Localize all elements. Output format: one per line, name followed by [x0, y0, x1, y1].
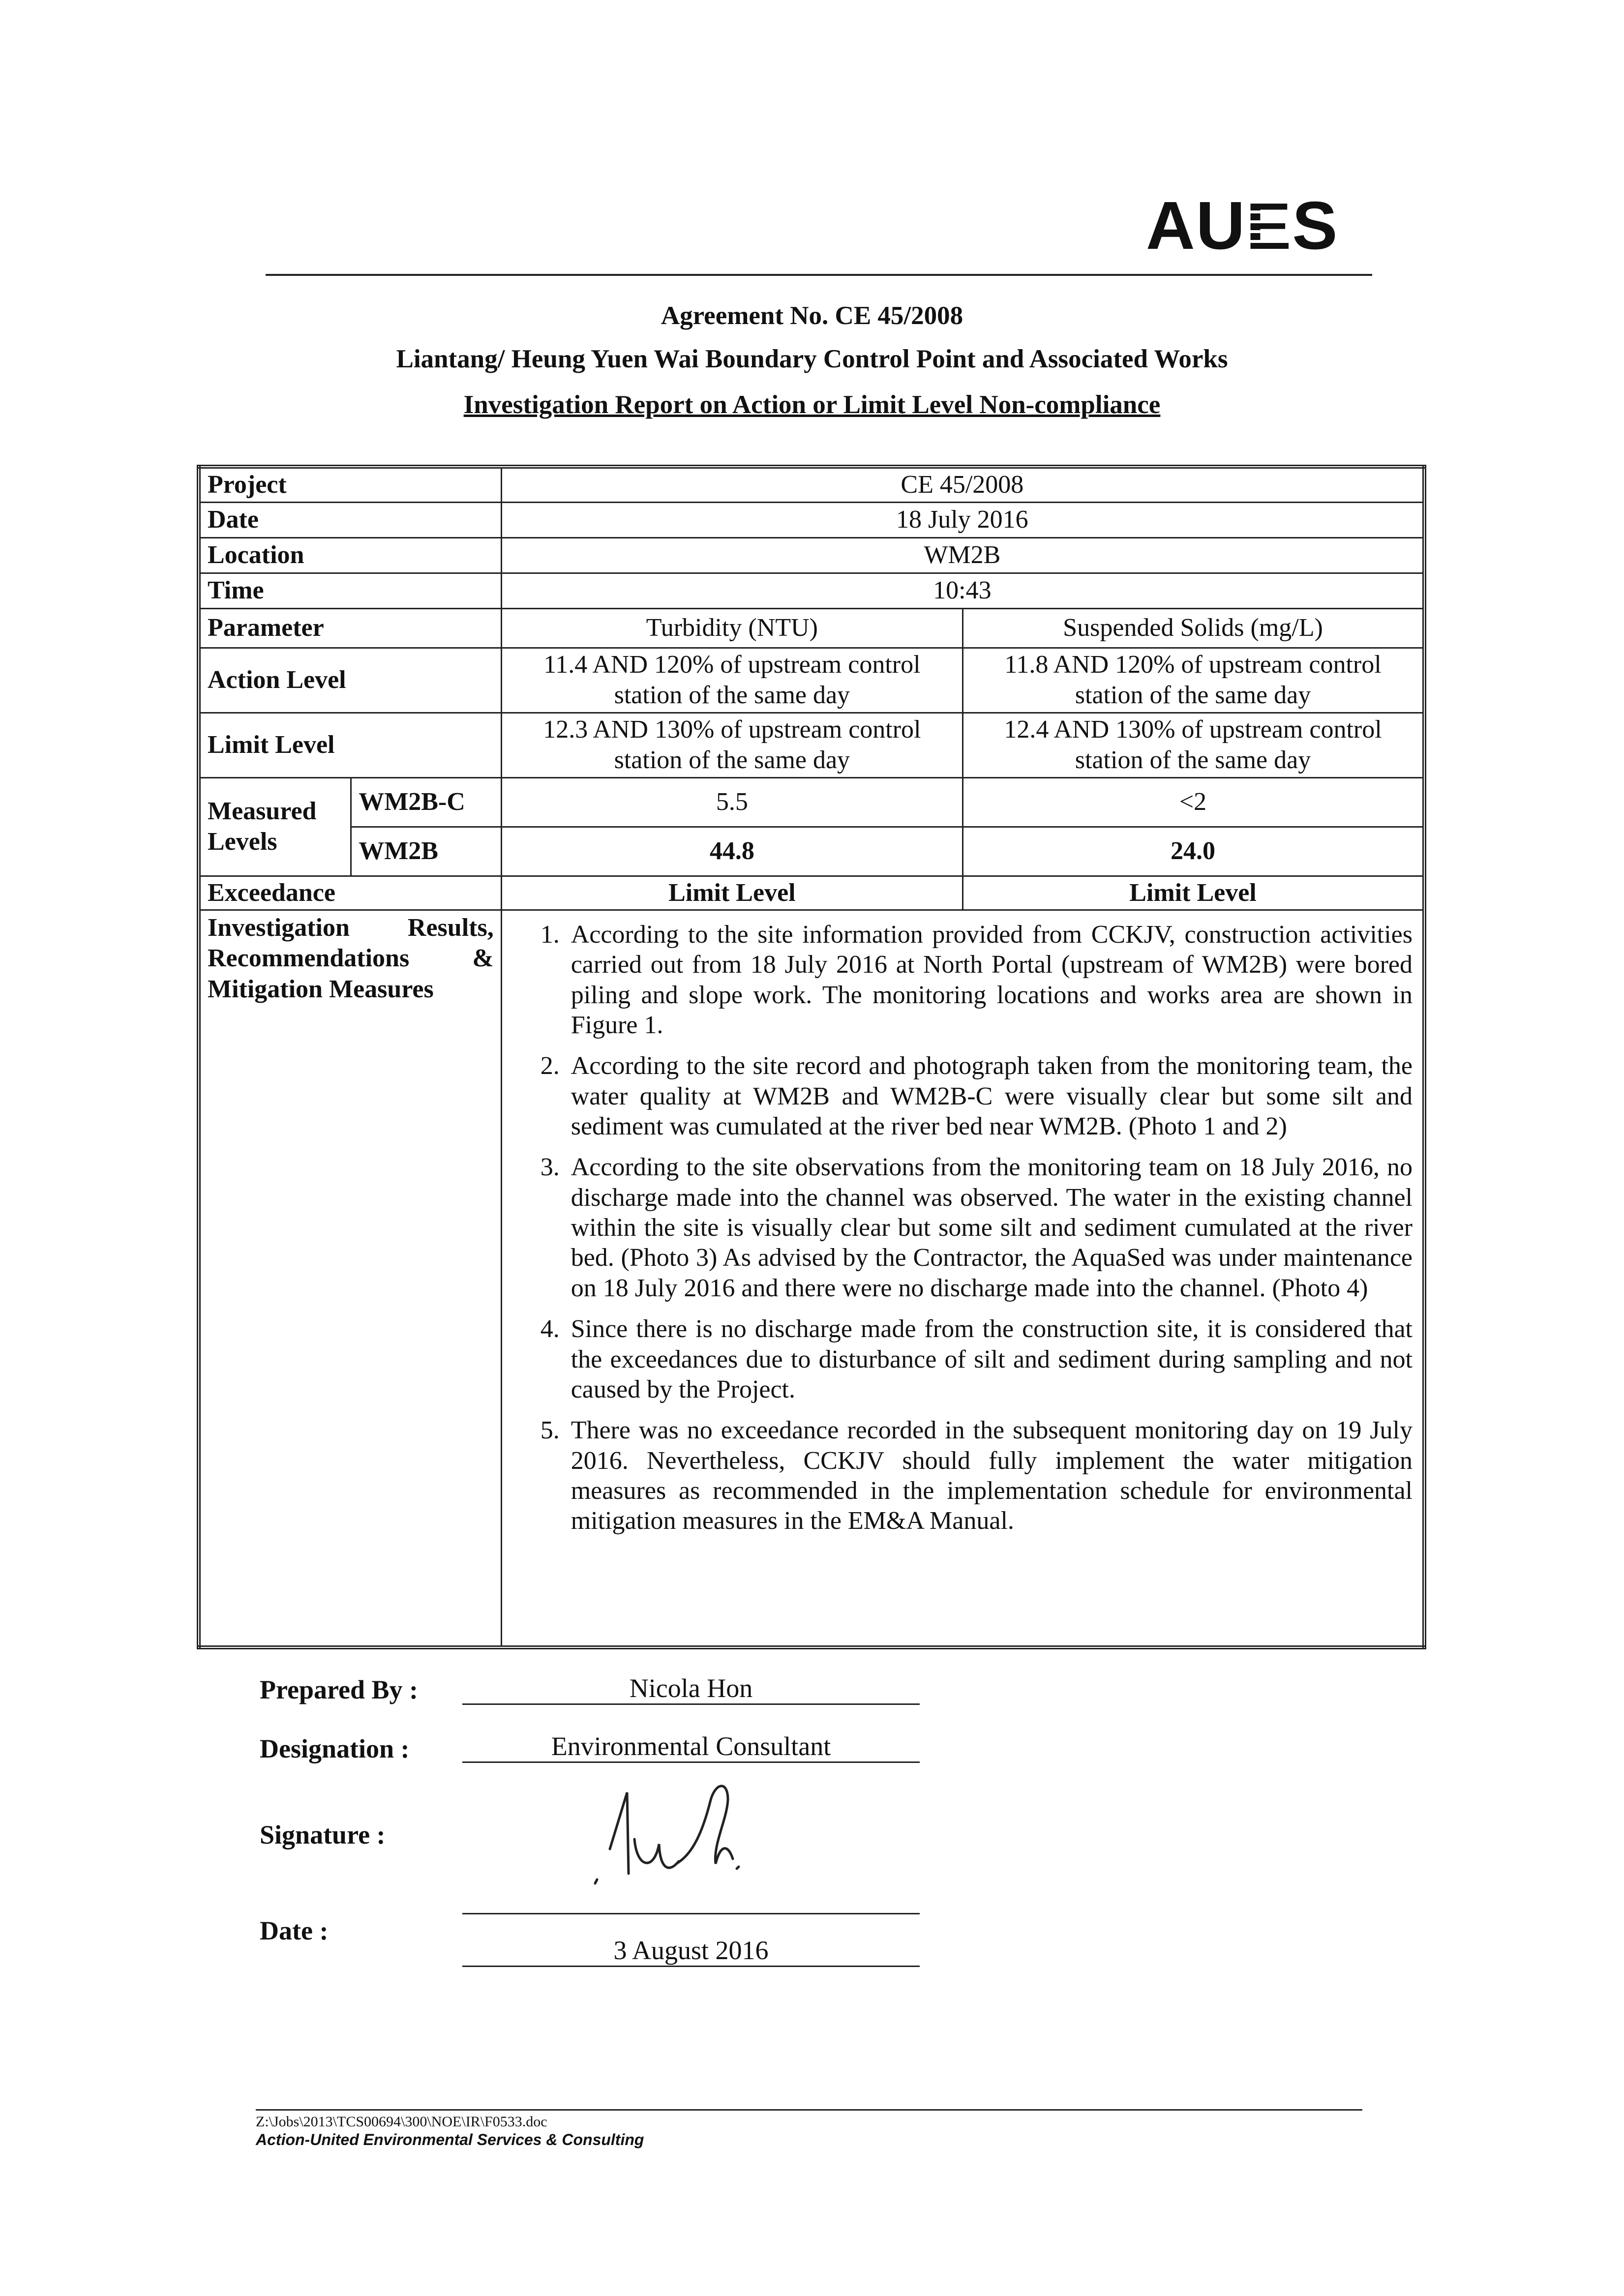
findings-list	[512, 920, 1413, 1536]
action-level-label: Action Level	[199, 648, 501, 713]
company-logo: AUES	[1146, 188, 1339, 264]
limit-level-turbidity: 12.3 AND 130% of upstream control station of the same day	[501, 713, 962, 777]
investigation-row	[199, 910, 1424, 1647]
report-table	[197, 465, 1426, 1649]
parameter-row	[199, 608, 1424, 648]
prepared-by-label: Prepared By :	[260, 1675, 418, 1704]
signature-label: Signature :	[260, 1820, 386, 1849]
exceedance-turbidity: Limit Level	[501, 876, 962, 910]
action-level-turbidity: 11.4 AND 120% of upstream control station of the same day	[501, 648, 962, 713]
exceedance-label: Exceedance	[199, 876, 501, 910]
location-row	[199, 537, 1424, 573]
project-label: Project	[199, 467, 501, 502]
location-label: Location	[199, 537, 501, 573]
footer-rule	[256, 2109, 1362, 2111]
measured-row-wm2b	[199, 827, 1424, 876]
finding-item: 5. There was no exceedance recorded in the subsequent monitoring day on 19 July 2016. Nevertheless, CCKJV should fully implement the water mitigation measures as recommended in the implementation schedule for environmental mitigation measures in the EM&A Manual.	[566, 1415, 1413, 1536]
station-wm2b: WM2B	[351, 827, 502, 876]
limit-level-suspended-solids: 12.4 AND 130% of upstream control station of the same day	[963, 713, 1425, 777]
handwritten-signature	[580, 1770, 802, 1893]
parameter-turbidity: Turbidity (NTU)	[501, 608, 962, 648]
designation-value: Environmental Consultant	[462, 1731, 920, 1763]
project-title: Liantang/ Heung Yuen Wai Boundary Control Point and Associated Works	[396, 345, 1228, 373]
report-title: Investigation Report on Action or Limit Level Non-compliance	[463, 390, 1161, 419]
wm2b-c-suspended-solids: <2	[963, 777, 1425, 827]
header-rule	[266, 274, 1372, 276]
time-value: 10:43	[501, 573, 1424, 608]
designation-label: Designation :	[260, 1734, 410, 1763]
finding-item: 4. Since there is no discharge made from the construction site, it is considered that the exceedances due to disturbance of silt and sediment during sampling and not caused by the Project.	[566, 1314, 1413, 1404]
prepared-by-value: Nicola Hon	[462, 1673, 920, 1705]
limit-level-label: Limit Level	[199, 713, 501, 777]
project-value: CE 45/2008	[501, 467, 1424, 502]
wm2b-turbidity: 44.8	[501, 827, 962, 876]
station-wm2b-c: WM2B-C	[351, 777, 502, 827]
location-value: WM2B	[501, 537, 1424, 573]
finding-item: 1. According to the site information provided from CCKJV, construction activities carried out from 18 July 2016 at North Portal (upstream of WM2B) were bored piling and slope work. The monitoring locations and works area are shown in Figure 1.	[566, 920, 1413, 1040]
wm2b-suspended-solids: 24.0	[963, 827, 1425, 876]
action-level-suspended-solids: 11.8 AND 120% of upstream control station of the same day	[963, 648, 1425, 713]
measured-row-wm2b-c	[199, 777, 1424, 827]
date-row	[199, 502, 1424, 537]
footer-company: Action-United Environmental Services & Consulting	[256, 2131, 644, 2148]
signature-line	[462, 1883, 920, 1914]
footer-file-path: Z:\Jobs\2013\TCS00694\300\NOE\IR\F0533.doc	[256, 2114, 547, 2130]
time-row	[199, 573, 1424, 608]
exceedance-suspended-solids: Limit Level	[963, 876, 1425, 910]
date-label: Date :	[260, 1916, 329, 1945]
date-value: 3 August 2016	[462, 1935, 920, 1967]
date-value: 18 July 2016	[501, 502, 1424, 537]
finding-item: 3. According to the site observations from the monitoring team on 18 July 2016, no discharge made into the channel was observed. The water in the existing channel within the site is visually clear but some silt and sediment cumulated at the river bed. (Photo 3) As advised by the Contractor, the AquaSed was under maintenance on 18 July 2016 and there were no discharge made into the channel. (Photo 4)	[566, 1152, 1413, 1303]
parameter-suspended-solids: Suspended Solids (mg/L)	[963, 608, 1425, 648]
finding-item: 2. According to the site record and photograph taken from the monitoring team, the water quality at WM2B and WM2B-C were visually clear but some silt and sediment was cumulated at the river bed near WM2B. (Photo 1 and 2)	[566, 1051, 1413, 1141]
exceedance-row	[199, 876, 1424, 910]
parameter-label: Parameter	[199, 608, 501, 648]
agreement-number: Agreement No. CE 45/2008	[661, 301, 963, 330]
project-row	[199, 467, 1424, 502]
date-label: Date	[199, 502, 501, 537]
investigation-label: Investigation Results, Recommendations & Mitigation Measures	[199, 910, 501, 1647]
findings-cell	[501, 910, 1424, 1647]
measured-levels-label: Measured Levels	[199, 777, 351, 876]
limit-level-row	[199, 713, 1424, 777]
wm2b-c-turbidity: 5.5	[501, 777, 962, 827]
action-level-row	[199, 648, 1424, 713]
time-label: Time	[199, 573, 501, 608]
